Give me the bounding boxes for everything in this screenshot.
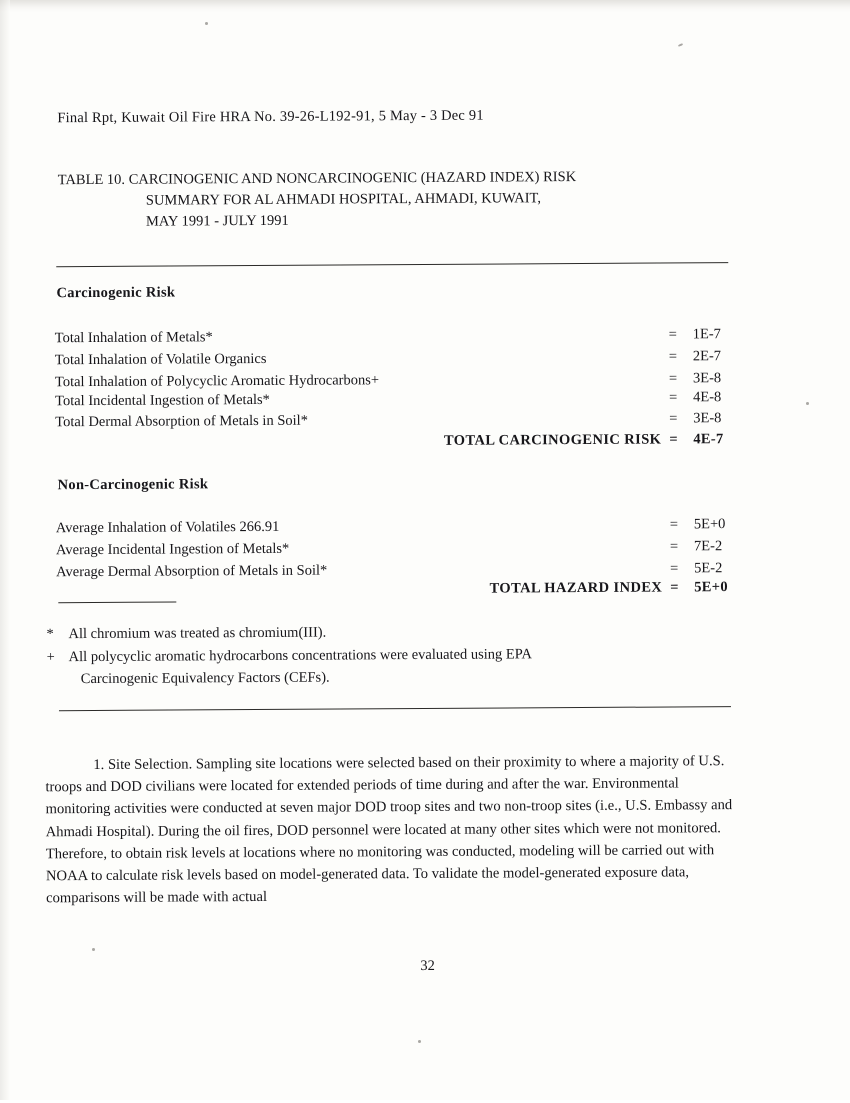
risk-value: 2E-7: [692, 348, 722, 365]
equals-sign: =: [670, 579, 679, 596]
risk-label: Average Dermal Absorption of Metals in Soil*: [56, 562, 328, 581]
equals-sign: =: [669, 538, 679, 555]
footnotes: [46, 620, 726, 691]
risk-label: Total Incidental Ingestion of Metals*: [55, 391, 270, 410]
risk-value: 3E-8: [692, 370, 722, 387]
equals-sign: =: [669, 431, 678, 448]
risk-row: [55, 326, 731, 351]
risk-row: [55, 348, 731, 373]
page-number: 32: [420, 957, 435, 975]
risk-total-value: 4E-7: [693, 431, 724, 448]
equals-sign: =: [668, 348, 678, 365]
table-title-line-1: CARCINOGENIC AND NONCARCINOGENIC (HAZARD INDEX) RISK: [128, 169, 577, 188]
risk-value: 7E-2: [693, 538, 723, 555]
paragraph-text: Sampling site locations were selected based on their proximity to where a majority of U.S. troops and DOD civilians were located for extended periods of time during and after the war. Environmental monitoring activities were conducted at seven major DOD troop sites and two non-troop sites (i.e., U.S. Embassy and Ahmadi Hospital). During the oil fires, DOD personnel were located at many other sites which were not monitored. Therefore, to obtain risk levels at locations where no monitoring was conducted, modeling will be carried out with NOAA to calculate risk levels based on model-generated data. To validate the model-generated exposure data, comparisons will be made with actual: [45, 753, 733, 907]
carcinogenic-risk-rows: [55, 326, 732, 456]
risk-row: [56, 516, 732, 541]
equals-sign: =: [670, 560, 679, 577]
risk-value: 5E+0: [693, 516, 726, 533]
equals-sign: =: [669, 389, 678, 406]
footnote-text: All chromium was treated as chromium(III).: [68, 624, 327, 643]
footnote-text-continued: Carcinogenic Equivalency Factors (CEFs).: [80, 669, 330, 687]
risk-label: Total Inhalation of Metals*: [54, 329, 213, 347]
hazard-index-total-row: [56, 579, 732, 604]
footnote-plus: [47, 643, 727, 691]
hazard-index-total-value: 5E+0: [694, 579, 728, 596]
risk-label: Average Inhalation of Volatiles 266.91: [55, 518, 280, 537]
hazard-index-total-label: TOTAL HAZARD INDEX: [489, 579, 663, 597]
paragraph-number: 1.: [93, 756, 105, 773]
report-header: Final Rpt, Kuwait Oil Fire HRA No. 39-26-L192-91, 5 May - 3 Dec 91: [57, 107, 484, 127]
section-heading-carcinogenic: Carcinogenic Risk: [56, 284, 176, 302]
risk-value: 3E-8: [693, 410, 722, 427]
horizontal-rule-top: [56, 262, 728, 267]
risk-label: Total Inhalation of Volatile Organics: [54, 350, 267, 369]
equals-sign: =: [668, 370, 678, 387]
risk-value: 1E-7: [692, 326, 721, 343]
equals-sign: =: [669, 410, 678, 427]
table-title: [58, 166, 718, 233]
risk-label: Average Incidental Ingestion of Metals*: [55, 540, 290, 559]
table-title-line-3: MAY 1991 - JULY 1991: [145, 212, 289, 230]
footnote-marker: *: [46, 626, 54, 643]
table-number: TABLE 10.: [57, 171, 126, 189]
body-paragraph: [45, 750, 746, 909]
footnote-asterisk: [46, 620, 726, 646]
equals-sign: =: [669, 516, 679, 533]
risk-label: Total Inhalation of Polycyclic Aromatic Hydrocarbons+: [54, 372, 380, 391]
risk-total-row: [55, 431, 731, 456]
risk-value: 4E-8: [693, 389, 722, 406]
equals-sign: =: [668, 326, 677, 343]
table-title-line-2: SUMMARY FOR AL AHMADI HOSPITAL, AHMADI, KUWAIT,: [145, 190, 541, 209]
horizontal-rule-bottom: [59, 706, 731, 711]
risk-row: [56, 538, 732, 563]
footnote-marker: +: [46, 648, 55, 666]
footnote-text: All polycyclic aromatic hydrocarbons concentrations were evaluated using EPA: [68, 646, 533, 665]
risk-total-label: TOTAL CARCINOGENIC RISK: [443, 431, 662, 449]
non-carcinogenic-risk-rows: [56, 516, 733, 604]
section-heading-non-carcinogenic: Non-Carcinogenic Risk: [57, 476, 209, 494]
risk-value: 5E-2: [694, 560, 723, 577]
paragraph-heading: Site Selection.: [107, 756, 193, 773]
risk-label: Total Dermal Absorption of Metals in Soil*: [55, 412, 308, 431]
